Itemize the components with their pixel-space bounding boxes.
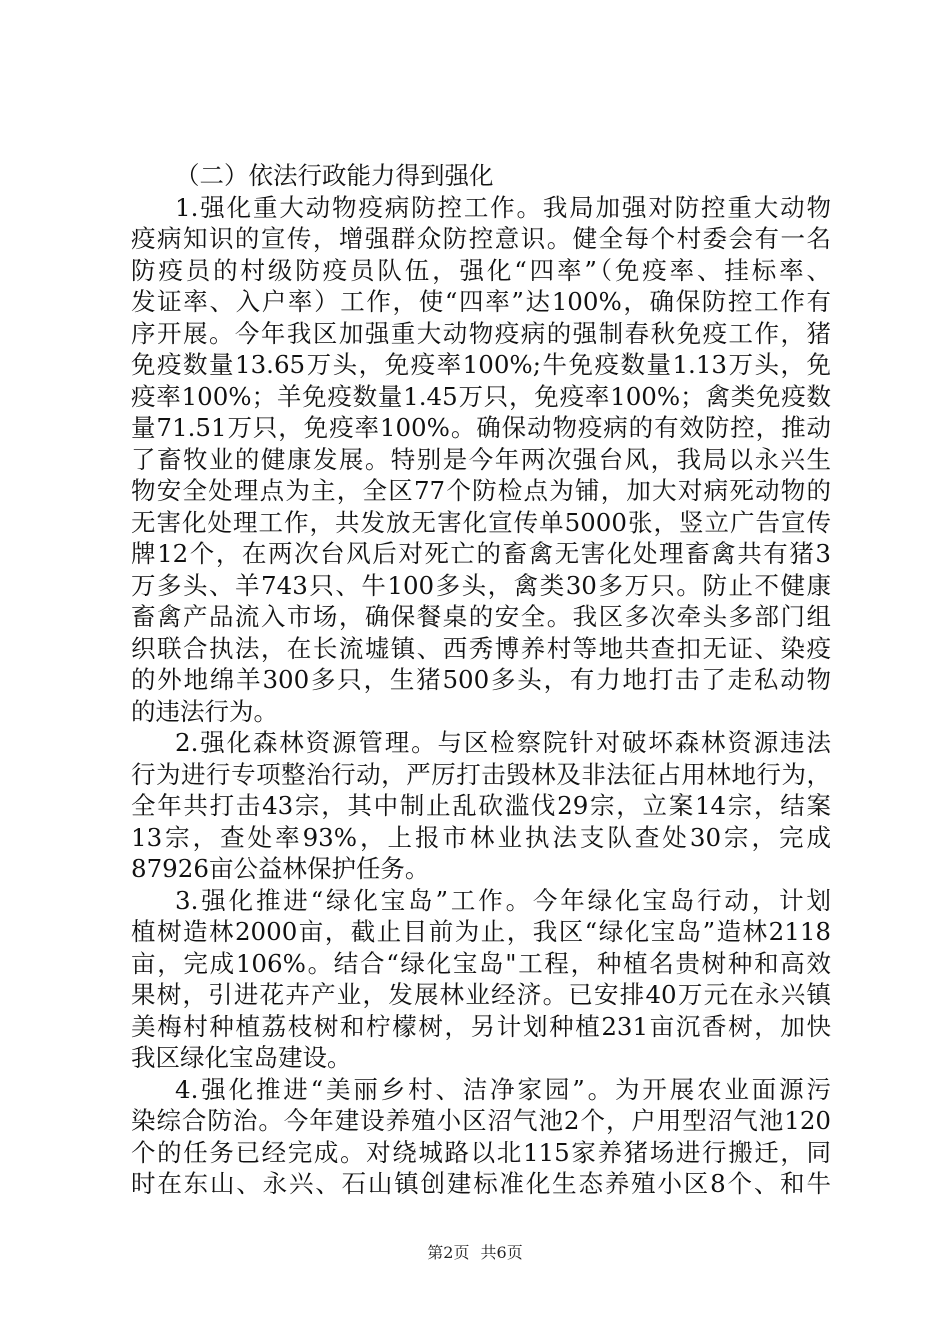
paragraph-line: 疫病知识的宣传，增强群众防控意识。健全每个村委会有一名 xyxy=(131,224,831,253)
paragraph-line: 序开展。今年我区加强重大动物疫病的强制春秋免疫工作，猪 xyxy=(131,318,831,348)
paragraph-greening-island xyxy=(131,885,831,1074)
document-body xyxy=(131,160,831,1200)
paragraph-line: 了畜牧业的健康发展。特别是今年两次强台风，我局以永兴生 xyxy=(131,444,831,474)
paragraph-line: 的外地绵羊300多只，生猪500多头，有力地打击了走私动物 xyxy=(131,665,831,694)
section-heading xyxy=(131,160,831,192)
paragraph-line: 畜禽产品流入市场，确保餐桌的安全。我区多次牵头多部门组 xyxy=(131,602,831,631)
paragraph-line: 87926亩公益林保护任务。 xyxy=(131,854,430,883)
paragraph-line: 3.强化推进“绿化宝岛”工作。今年绿化宝岛行动，计划 xyxy=(175,885,831,915)
paragraph-line: 时在东山、永兴、石山镇创建标准化生态养殖小区8个、和牛 xyxy=(131,1169,831,1198)
paragraph-line: 无害化处理工作，共发放无害化宣传单5000张，竖立广告宣传 xyxy=(131,507,831,537)
paragraph-line: 我区绿化宝岛建设。 xyxy=(131,1043,352,1072)
page-total: 共6页 xyxy=(480,1243,523,1262)
paragraph-line: 个的任务已经完成。对绕城路以北115家养猪场进行搬迁，同 xyxy=(131,1137,831,1167)
paragraph-line: 万多头、羊743只、牛100多头，禽类30多万只。防止不健康 xyxy=(131,570,831,600)
paragraph-line: 亩，完成106%。结合“绿化宝岛"工程，种植名贵树种和高效 xyxy=(131,948,831,978)
paragraph-line: 4.强化推进“美丽乡村、洁净家园”。为开展农业面源污 xyxy=(175,1074,831,1104)
paragraph-line: 2.强化森林资源管理。与区检察院针对破坏森林资源违法 xyxy=(175,728,831,757)
paragraph-beautiful-village xyxy=(131,1074,831,1200)
paragraph-line: 牌12个，在两次台风后对死亡的畜禽无害化处理畜禽共有猪3 xyxy=(131,539,831,568)
paragraph-line: 1.强化重大动物疫病防控工作。我局加强对防控重大动物 xyxy=(175,192,831,222)
page-number: 第2页 xyxy=(427,1243,470,1262)
paragraph-line: 染综合防治。今年建设养殖小区沼气池2个，户用型沼气池120 xyxy=(131,1106,831,1135)
paragraph-forest-resources xyxy=(131,727,831,885)
paragraph-line: 量71.51万只，免疫率100%。确保动物疫病的有效防控，推动 xyxy=(131,413,831,442)
paragraph-animal-epidemic xyxy=(131,192,831,728)
paragraph-line: 发证率、入户率）工作，使“四率”达100%，确保防控工作有 xyxy=(131,287,831,316)
paragraph-line: 的违法行为。 xyxy=(131,696,278,726)
paragraph-line: 果树，引进花卉产业，发展林业经济。已安排40万元在永兴镇 xyxy=(131,980,831,1009)
paragraph-line: 13宗，查处率93%，上报市林业执法支队查处30宗，完成 xyxy=(131,822,831,852)
paragraph-line: 疫率100%；羊免疫数量1.45万只，免疫率100%；禽类免疫数 xyxy=(131,381,831,411)
paragraph-line: 行为进行专项整治行动，严厉打击毁林及非法征占用林地行为， xyxy=(131,759,831,789)
paragraph-line: 全年共打击43宗，其中制止乱砍滥伐29宗，立案14宗，结案 xyxy=(131,791,831,820)
paragraph-line: （二）依法行政能力得到强化 xyxy=(175,161,494,190)
paragraph-line: 物安全处理点为主，全区77个防检点为铺，加大对病死动物的 xyxy=(131,476,831,505)
paragraph-line: 织联合执法，在长流墟镇、西秀博养村等地共查扣无证、染疫 xyxy=(131,633,831,663)
paragraph-line: 免疫数量13.65万头，免疫率100%;牛免疫数量1.13万头，免 xyxy=(131,350,831,379)
paragraph-line: 植树造林2000亩，截止目前为止，我区“绿化宝岛”造林2118 xyxy=(131,917,831,946)
page-footer xyxy=(0,1240,950,1263)
paragraph-line: 防疫员的村级防疫员队伍，强化“四率”（免疫率、挂标率、 xyxy=(131,255,831,285)
paragraph-line: 美梅村种植荔枝树和柠檬树，另计划种植231亩沉香树，加快 xyxy=(131,1011,831,1041)
